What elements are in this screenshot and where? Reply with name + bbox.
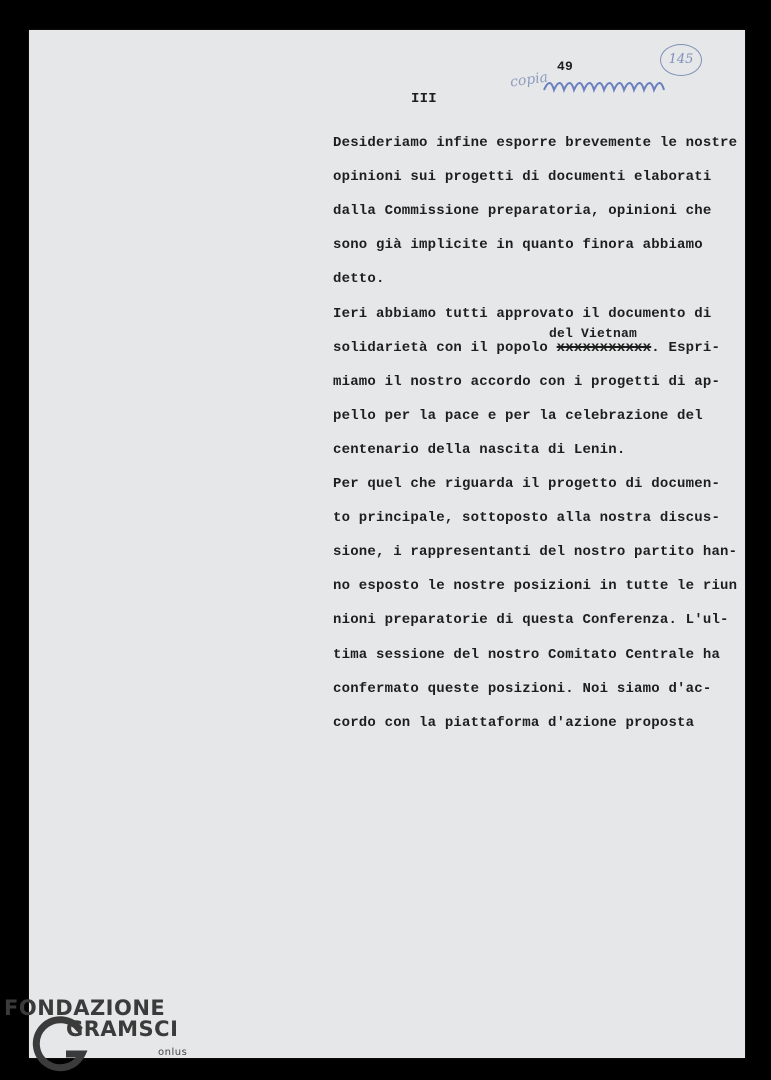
body-line: opinioni sui progetti di documenti elaborati bbox=[333, 169, 712, 185]
body-line: centenario della nascita di Lenin. bbox=[333, 442, 626, 458]
body-line: to principale, sottoposto alla nostra discus- bbox=[333, 510, 721, 526]
body-line: dalla Commissione preparatoria, opinioni che bbox=[333, 203, 712, 219]
struck-text: xxxxxxxxxxx bbox=[556, 340, 652, 356]
body-line: miamo il nostro accordo con i progetti di ap- bbox=[333, 374, 721, 390]
body-line: confermato queste posizioni. Noi siamo d'ac- bbox=[333, 681, 712, 697]
page-number: 49 bbox=[557, 59, 574, 74]
body-line: no esposto le nostre posizioni in tutte le riun bbox=[333, 578, 738, 594]
handwritten-note: copia bbox=[509, 69, 549, 91]
body-line: tima sessione del nostro Comitato Centrale ha bbox=[333, 647, 721, 663]
body-line: pello per la pace e per la celebrazione del bbox=[333, 408, 703, 424]
line-text: . Espri- bbox=[651, 340, 721, 356]
body-line: Desideriamo infine esporre brevemente le nostre bbox=[333, 135, 738, 151]
body-line: detto. bbox=[333, 271, 385, 287]
logo-line-3: onlus bbox=[158, 1047, 188, 1058]
logo-line-2: GRAMSCI bbox=[66, 1017, 179, 1041]
body-line: sono già implicite in quanto finora abbiamo bbox=[333, 237, 703, 253]
body-line: Per quel che riguarda il progetto di documen- bbox=[333, 476, 721, 492]
archive-stamp: 145 bbox=[660, 44, 702, 76]
body-line: cordo con la piattaforma d'azione proposta bbox=[333, 715, 695, 731]
body-line bbox=[333, 340, 720, 356]
line-text: solidarietà con il popolo bbox=[333, 340, 557, 356]
body-line: sione, i rappresentanti del nostro partito han- bbox=[333, 544, 738, 560]
body-line: nioni preparatorie di questa Conferenza. L'ul- bbox=[333, 612, 729, 628]
body-line: Ieri abbiamo tutti approvato il documento di bbox=[333, 306, 712, 322]
logo-line-1: FONDAZIONE bbox=[4, 996, 166, 1020]
section-heading: III bbox=[411, 91, 437, 107]
handwritten-scribble bbox=[540, 68, 690, 108]
inserted-text: del Vietnam bbox=[549, 326, 638, 341]
